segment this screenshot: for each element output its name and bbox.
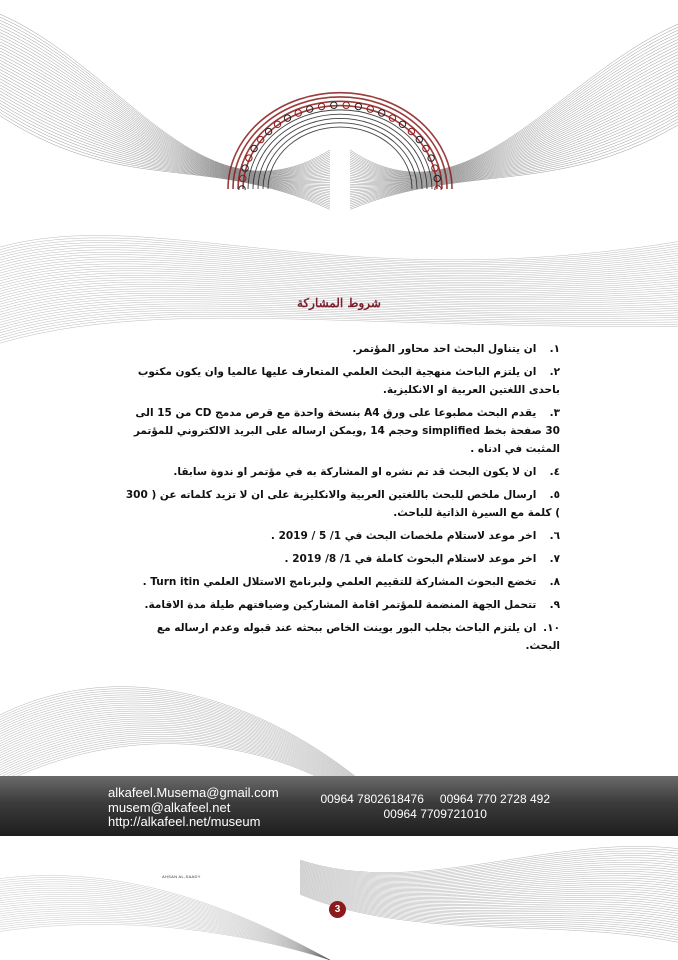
condition-text: يقدم البحث مطبوعا على ورق A4 بنسخة واحدة مع قرص مدمج CD من 15 الى 30 صفحة بخط simplified وحجم 14 ,ويمكن ارساله على البريد الالكتروني للمؤتمر المثبت في ادناه . — [133, 407, 560, 455]
phone-number-1: 00964 7802618476 — [320, 792, 424, 806]
condition-item — [120, 486, 560, 522]
email-secondary[interactable]: musem@alkafeel.net — [108, 799, 231, 815]
condition-item — [120, 527, 560, 545]
condition-number: ٦. — [549, 530, 560, 542]
contact-emails — [108, 786, 279, 830]
condition-item — [120, 619, 560, 655]
condition-number: ٢. — [549, 366, 560, 378]
condition-item — [120, 363, 560, 399]
condition-text: اخر موعد لاستلام البحوث كاملة في 1/ 8/ 2019 . — [284, 553, 537, 565]
phone-number-2: 00964 770 2728 492 — [439, 792, 550, 806]
conditions-list — [120, 340, 560, 660]
email-primary[interactable]: alkafeel.Musema@gmail.com — [108, 785, 279, 800]
condition-number: ١٠. — [543, 622, 560, 634]
condition-item — [120, 463, 560, 481]
condition-number: ٩. — [549, 599, 560, 611]
page-title: شروط المشاركة — [297, 296, 381, 310]
condition-number: ٤. — [549, 466, 560, 478]
condition-number: ٨. — [549, 576, 560, 588]
condition-item — [120, 550, 560, 568]
phone-number-3: 00964 7709721010 — [383, 807, 487, 821]
condition-item — [120, 596, 560, 614]
condition-text: ان يلتزم الباحث منهجية البحث العلمي المتعارف عليها عالميا وان يكون مكتوب باحدى اللغتين العربية او الانكليزية. — [137, 366, 560, 396]
condition-number: ٣. — [549, 407, 560, 419]
condition-text: ان يلتزم الباحث بجلب البور بوينت الخاص ببحثه عند قبوله وعدم ارساله مع البحث. — [156, 622, 560, 652]
contact-phones — [320, 792, 550, 822]
condition-number: ٧. — [549, 553, 560, 565]
condition-text: ان يتناول البحث احد محاور المؤتمر. — [352, 343, 537, 355]
condition-item — [120, 404, 560, 458]
condition-number: ٥. — [549, 489, 560, 501]
arabesque-ornament — [215, 85, 465, 190]
condition-text: تتحمل الجهة المنضمة للمؤتمر اقامة المشاركين وضيافتهم طيلة مدة الاقامة. — [144, 599, 537, 611]
condition-text: ان لا يكون البحث قد تم نشره او المشاركة به في مؤتمر او ندوة سابقا. — [173, 466, 537, 478]
condition-text: ارسال ملخص للبحث باللغتين العربية والانكليزية على ان لا تزيد كلماته عن ( 300 ) كلمة مع السيرة الذاتية للباحث. — [125, 489, 560, 519]
page-number-badge: 3 — [329, 901, 346, 918]
condition-text: تخضع البحوث المشاركة للتقييم العلمي ولبرنامج الاستلال العلمي Turn itin . — [142, 576, 537, 588]
designer-credit: AHSAN AL-SAADY — [162, 874, 201, 879]
website-link[interactable]: http://alkafeel.net/museum — [108, 814, 261, 829]
condition-number: ١. — [549, 343, 560, 355]
condition-text: اخر موعد لاستلام ملخصات البحث في 1/ 5 / 2019 . — [270, 530, 537, 542]
condition-item — [120, 340, 560, 358]
condition-item — [120, 573, 560, 591]
